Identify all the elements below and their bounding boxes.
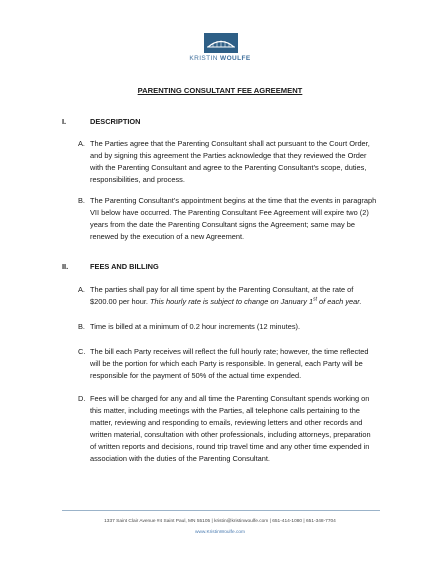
clause-line: matter, reviewing and responding to emails, reviewing letters and other records and — [90, 417, 363, 427]
clause-line: renewed by the execution of a new Agreement. — [90, 231, 245, 241]
clause-line: association with the duties of the Parenting Consultant. — [90, 453, 270, 463]
clause-line: The Parenting Consultant’s appointment begins at the time that the events in paragraph — [90, 196, 377, 205]
section-title: FEES AND BILLING — [90, 262, 159, 271]
clause-line: written material, consultation with other professionals, including attorneys, preparation — [90, 429, 371, 439]
section-number: I. — [62, 117, 67, 126]
ordinal-suffix: st — [313, 296, 317, 303]
clause-letter: D. — [78, 394, 86, 403]
clause-line: of written reports and decisions, round trip travel time and any other time expended in — [90, 441, 370, 451]
clause-1b — [78, 195, 402, 243]
section-number: II. — [62, 262, 69, 271]
clause-letter: C. — [78, 347, 86, 356]
clause-line: responsibilities, and process. — [90, 174, 185, 184]
clause-line: and by signing this agreement the Parties acknowledge that they reviewed the Order — [90, 150, 367, 160]
brand-last: WOULFE — [220, 55, 251, 62]
clause-line: The parties shall pay for all time spent by the Parenting Consultant, at the rate of — [90, 285, 354, 294]
clause-line: responsible for the payment of 50% of the actual time expended. — [90, 370, 302, 380]
clause-line: this matter, including meetings with the Parties, all telephone calls pertaining to the — [90, 405, 360, 415]
brand-first: KRISTIN — [189, 55, 218, 62]
clause-2d — [78, 393, 402, 464]
clause-line: The Parties agree that the Parenting Consultant shall act pursuant to the Court Order, — [90, 139, 370, 148]
rate-note-text: This hourly rate is subject to change on January 1 — [150, 296, 314, 306]
clause-line: years from the date the Parenting Consultant signs the Agreement; same may be — [90, 219, 355, 229]
clause-2c — [78, 346, 402, 382]
section-title: DESCRIPTION — [90, 117, 141, 126]
clause-2a — [78, 284, 402, 308]
document-title: PARENTING CONSULTANT FEE AGREEMENT — [137, 86, 303, 95]
clause-line: Time is billed at a minimum of 0.2 hour increments (12 minutes). — [90, 322, 301, 331]
clause-letter: B. — [78, 196, 85, 205]
brand-name — [0, 55, 440, 62]
clause-1a — [78, 138, 402, 186]
rate-text: $200.00 per hour. — [90, 296, 150, 306]
clause-line: Fees will be charged for any and all time the Parenting Consultant spends working on — [90, 394, 370, 403]
clause-2b — [78, 321, 402, 333]
footer-contact: 1337 Saint Clair Avenue #4 Saint Paul, MN 55105 | kristin@kristinwoulfe.com | 651-414-1080 | 651-348-7704 — [104, 519, 336, 524]
footer-divider — [62, 510, 380, 511]
clause-letter: B. — [78, 322, 85, 331]
clause-letter: A. — [78, 139, 85, 148]
bridge-icon — [204, 33, 238, 53]
clause-letter: A. — [78, 285, 85, 294]
clause-line: with the Parenting Consultant and agree to the Parenting Consultant’s scope, duties, — [90, 162, 367, 172]
rate-note — [150, 297, 362, 306]
clause-line: VII below have occurred. The Parenting Consultant Fee Agreement will expire two (2) — [90, 207, 369, 217]
rate-note-end: of each year. — [317, 296, 362, 306]
footer-website-link[interactable]: www.KristinWoulfe.com — [194, 530, 246, 535]
clause-line: The bill each Party receives will reflect the full hourly rate; however, the time reflected — [90, 347, 369, 356]
clause-line: will be the portion for which each Party is responsible. In general, each Party will be — [90, 358, 363, 368]
clause-line-rate — [90, 296, 402, 308]
